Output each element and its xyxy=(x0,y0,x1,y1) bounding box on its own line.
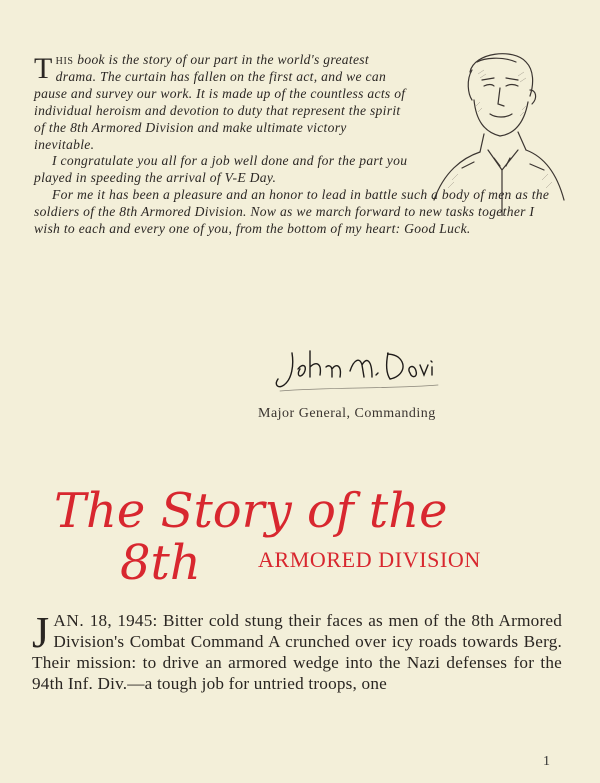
body-text: 18, 1945: Bitter cold stung their faces as men of the 8th Armored Division's Combat Command A crunched over icy roads towards Berg. Their mission: to drive an armored wedge into the Nazi defenses for the 94th Inf. Div.—a tough job for untried troops, one xyxy=(32,611,562,693)
foreword-lead-caps: his xyxy=(55,52,74,67)
story-title xyxy=(50,475,570,585)
story-opening-paragraph xyxy=(32,610,562,694)
body-lead-caps: AN. xyxy=(53,611,85,630)
portrait-space xyxy=(409,52,559,170)
title-armored-division: ARMORED DIVISION xyxy=(258,547,481,572)
foreword-letter xyxy=(34,52,559,238)
foreword-dropcap: T xyxy=(34,52,53,85)
foreword-text-2: I congratulate you all for a job well done and for the part you played in speeding the arrival of V-E Day. xyxy=(34,153,408,186)
title-script-line: The Story of the xyxy=(54,483,448,539)
foreword-paragraph-3 xyxy=(34,187,559,238)
handwritten-signature xyxy=(270,345,440,395)
foreword-text-3: For me it has been a pleasure and an honor to lead in battle such a body of men as the soldiers of the 8th Armored Division. Now as we march forward to new tasks together I wish to each and every one of you, from the bottom of my heart: Good Luck. xyxy=(34,187,550,237)
body-dropcap: J xyxy=(32,608,50,657)
signature-title: Major General, Commanding xyxy=(258,406,436,421)
page-number: 1 xyxy=(543,754,550,769)
title-script-8th: 8th xyxy=(120,535,201,585)
foreword-text-1: book is the story of our part in the world's greatest drama. The curtain has fallen on the first act, and we can pause and survey our work. It is made up of the countless acts of individual heroism and devotion to duty that represent the spirit of the 8th Armored Division and make ultimate victory inevitable. xyxy=(34,52,406,152)
